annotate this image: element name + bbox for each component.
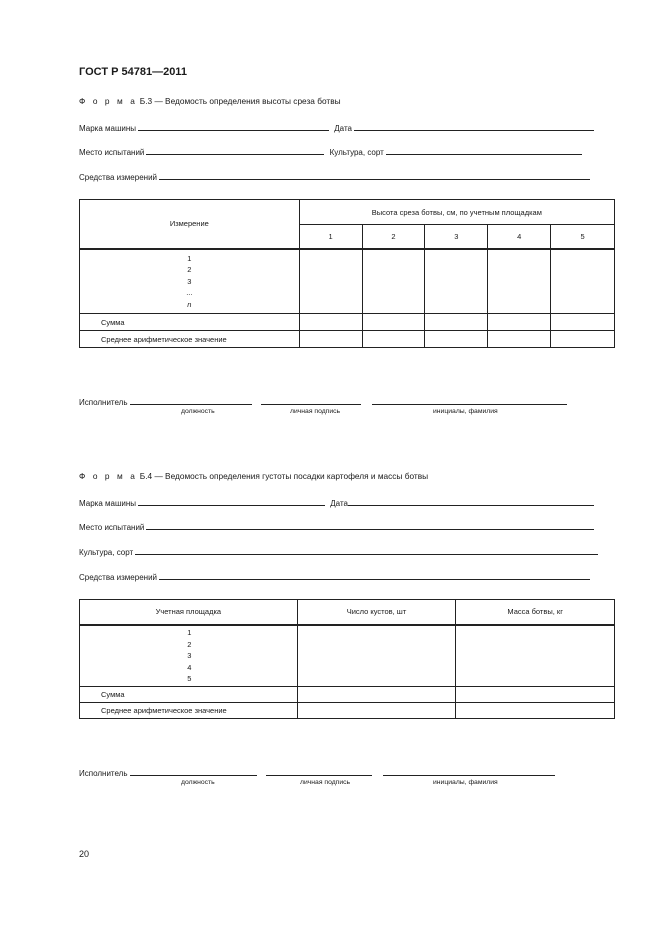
form-b4-place-field[interactable] — [146, 520, 594, 530]
form-b3-cell[interactable] — [425, 331, 488, 348]
form-b3-machine-line — [79, 121, 594, 133]
form-b4-table — [79, 599, 615, 719]
form-b3-cell[interactable] — [362, 314, 425, 331]
form-b3-cell[interactable] — [488, 249, 551, 314]
form-b4-place-label: Место испытаний — [79, 523, 145, 532]
form-b3-row-label: ... — [186, 288, 193, 297]
form-b4-cell[interactable] — [456, 625, 615, 687]
form-b3-cell[interactable] — [299, 314, 362, 331]
form-b3-title-word: Ф о р м а — [79, 96, 138, 106]
form-b3-cell[interactable] — [488, 314, 551, 331]
form-b4-machine-line — [79, 496, 594, 508]
form-b3-cell[interactable] — [299, 331, 362, 348]
form-b3-row-label: 2 — [187, 265, 192, 274]
form-b4-instruments-line — [79, 570, 590, 582]
form-b3-cell[interactable] — [362, 249, 425, 314]
form-b4-crop-label: Культура, сорт — [79, 548, 134, 557]
form-b4-sign-caption: личная подпись — [300, 779, 351, 786]
form-b3-col-group: Высота среза ботвы, см, по учетным площадкам — [299, 200, 614, 225]
form-b3-mean-label: Среднее арифметическое значение — [80, 331, 300, 348]
form-b4-col-bushes: Число кустов, шт — [297, 600, 456, 625]
form-b3-cell[interactable] — [551, 331, 615, 348]
form-b3-cell[interactable] — [551, 249, 615, 314]
form-b3-instruments-field[interactable] — [159, 170, 590, 180]
form-b3-cell[interactable] — [488, 331, 551, 348]
form-b3-place-line — [79, 145, 582, 157]
form-b3-machine-field[interactable] — [138, 121, 329, 131]
form-b4-instruments-field[interactable] — [159, 570, 590, 580]
form-b4-row-label: 1 — [187, 628, 192, 637]
form-b3-col-plot-2: 2 — [362, 225, 425, 249]
form-b3-title — [79, 96, 341, 106]
form-b4-sum-label: Сумма — [80, 687, 298, 703]
form-b3-col-plot-5: 5 — [551, 225, 615, 249]
form-b4-position-field[interactable] — [130, 766, 257, 776]
form-b3-measure-numbers — [80, 249, 300, 314]
form-b4-col-plot: Учетная площадка — [80, 600, 298, 625]
form-b3-signature-label: Исполнитель — [79, 398, 128, 407]
page-number: 20 — [79, 849, 90, 859]
form-b4-instruments-label: Средства измерений — [79, 573, 158, 582]
form-b3-date-field[interactable] — [354, 121, 594, 131]
form-b4-crop-field[interactable] — [135, 545, 598, 555]
form-b4-machine-field[interactable] — [138, 496, 325, 506]
form-b4-row-label: 4 — [187, 662, 192, 672]
form-b4-cell[interactable] — [297, 625, 456, 687]
form-b4-mean-label: Среднее арифметическое значение — [80, 703, 298, 719]
form-b3-instruments-label: Средства измерений — [79, 173, 158, 182]
form-b4-sign-field[interactable] — [266, 766, 372, 776]
form-b4-date-label: Дата — [330, 499, 348, 508]
form-b4-name-field[interactable] — [383, 766, 555, 776]
form-b4-col-mass: Масса ботвы, кг — [456, 600, 615, 625]
form-b4-signature-line — [79, 766, 555, 778]
form-b3-crop-field[interactable] — [386, 145, 582, 155]
form-b3-crop-label: Культура, сорт — [329, 148, 384, 157]
form-b4-signature-label: Исполнитель — [79, 769, 128, 778]
form-b3-cell[interactable] — [551, 314, 615, 331]
form-b4-cell[interactable] — [456, 703, 615, 719]
form-b3-col-measure: Измерение — [80, 200, 300, 249]
form-b4-plot-numbers — [80, 625, 298, 687]
form-b4-cell[interactable] — [297, 703, 456, 719]
form-b3-sign-caption: личная подпись — [290, 408, 341, 415]
form-b3-place-field[interactable] — [146, 145, 324, 155]
form-b3-cell[interactable] — [362, 331, 425, 348]
form-b3-place-label: Место испытаний — [79, 148, 145, 157]
form-b3-cell[interactable] — [425, 314, 488, 331]
form-b4-row-label: 2 — [187, 639, 192, 649]
form-b3-name-field[interactable] — [372, 395, 567, 405]
form-b3-signature-line — [79, 395, 567, 407]
form-b3-title-text: Б.3 — Ведомость определения высоты среза ботвы — [137, 96, 341, 106]
form-b3-col-plot-4: 4 — [488, 225, 551, 249]
form-b3-instruments-line — [79, 170, 590, 182]
form-b3-row-label: 1 — [187, 253, 192, 263]
form-b3-col-plot-1: 1 — [299, 225, 362, 249]
form-b3-date-label: Дата — [334, 124, 352, 133]
form-b3-position-caption: должность — [181, 408, 215, 415]
form-b4-title-word: Ф о р м а — [79, 471, 138, 481]
form-b4-date-field[interactable] — [348, 496, 594, 506]
form-b4-row-label: 5 — [187, 674, 192, 683]
document-header: ГОСТ Р 54781—2011 — [79, 66, 187, 78]
form-b4-title — [79, 471, 428, 481]
form-b3-cell[interactable] — [299, 249, 362, 314]
form-b3-col-plot-3: 3 — [425, 225, 488, 249]
form-b3-row-label: n — [187, 299, 192, 309]
form-b4-title-text: Б.4 — Ведомость определения густоты посадки картофеля и массы ботвы — [137, 471, 429, 481]
form-b4-cell[interactable] — [297, 687, 456, 703]
form-b4-name-caption: инициалы, фамилия — [433, 779, 498, 786]
form-b3-sign-field[interactable] — [261, 395, 361, 405]
form-b3-table — [79, 199, 615, 348]
form-b4-position-caption: должность — [181, 779, 215, 786]
form-b3-cell[interactable] — [425, 249, 488, 314]
form-b4-crop-line — [79, 545, 598, 557]
form-b4-machine-label: Марка машины — [79, 499, 137, 508]
form-b3-row-label: 3 — [187, 276, 192, 286]
form-b3-machine-label: Марка машины — [79, 124, 137, 133]
form-b3-sum-label: Сумма — [80, 314, 300, 331]
form-b4-cell[interactable] — [456, 687, 615, 703]
form-b4-place-line — [79, 520, 594, 532]
form-b3-name-caption: инициалы, фамилия — [433, 408, 498, 415]
form-b4-row-label: 3 — [187, 651, 192, 660]
form-b3-position-field[interactable] — [130, 395, 252, 405]
